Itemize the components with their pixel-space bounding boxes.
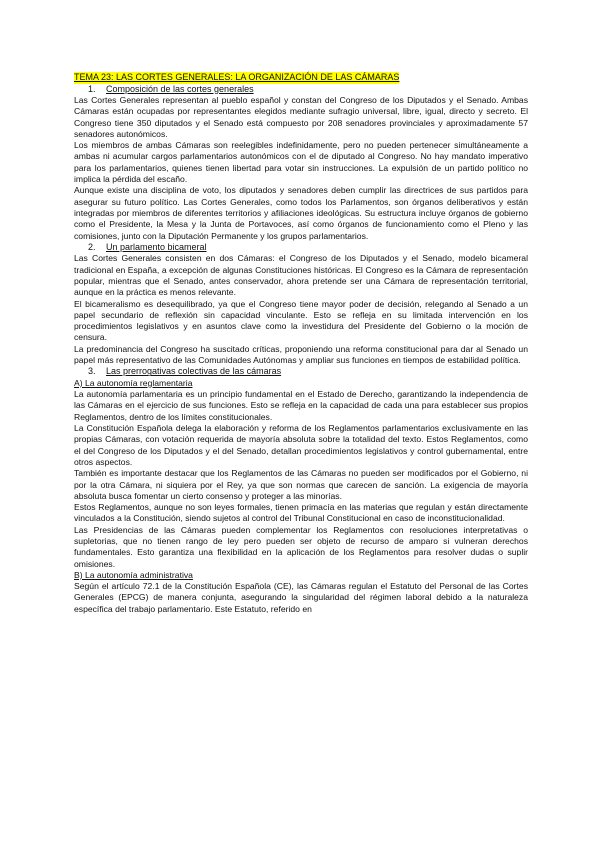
paragraph: Estos Reglamentos, aunque no son leyes formales, tienen primacía en las materias que regulan y están directamente vinculados a la Constitución, siendo sujetos al control del Tribunal Constitucional en caso de inconstitucionalidad.: [74, 502, 528, 524]
paragraph: Los miembros de ambas Cámaras son reelegibles indefinidamente, pero no pueden pertenecer simultáneamente a ambas ni acumular cargos parlamentarios autonómicos con el de diputado al Congreso. No hay mandato imperativo para los parlamentarios, quienes tienen libertad para votar sin instrucciones. La expulsión de un partido político no implica la pérdida del escaño.: [74, 140, 528, 185]
paragraph: Aunque existe una disciplina de voto, los diputados y senadores deben cumplir las directrices de sus partidos para asegurar su futuro político. Las Cortes Generales, como todos los Parlamentos, son órganos deliberativos y están integradas por miembros de diferentes territorios y afiliaciones ideológicas. Su estructura incluye órganos de gobierno como el Presidente, la Mesa y la Junta de Portavoces, así como órganos de funcionamiento como el Pleno y las comisiones, junto con la Diputación Permanente y los grupos parlamentarios.: [74, 185, 528, 241]
paragraph: Las Presidencias de las Cámaras pueden complementar los Reglamentos con resoluciones interpretativas o supletorias, que no tienen rango de ley pero pueden ser objeto de recurso de amparo si vulneran derechos fundamentales. Esto garantiza una flexibilidad en la aplicación de los Reglamentos para resolver dudas o suplir omisiones.: [74, 524, 528, 569]
section-title: Las prerrogativas colectivas de las cámaras: [106, 366, 282, 377]
document-page: [74, 72, 528, 615]
paragraph: La Constitución Española delega la elaboración y reforma de los Reglamentos parlamentarios exclusivamente en las propias Cámaras, con votación requerida de mayoría absoluta sobre la totalidad del texto. Estos Reglamentos, como el del Congreso de los Diputados y el del Senado, detallan procedimientos legislativos y control gubernamental, entre otros aspectos.: [74, 423, 528, 467]
section-title: Un parlamento bicameral: [106, 241, 207, 252]
paragraph: El bicameralismo es desequilibrado, ya que el Congreso tiene mayor poder de decisión, relegando al Senado a un papel secundario de reflexión sin capacidad vinculante. Esto se refleja en su limitada intervención en los procedimientos legislativos y en asuntos clave como la investidura del Presidente del Gobierno o la moción de censura.: [74, 298, 528, 343]
document-title: TEMA 23: LAS CORTES GENERALES: LA ORGANIZACIÓN DE LAS CÁMARAS: [74, 72, 400, 82]
section-2-heading: [74, 242, 528, 254]
paragraph: La autonomía parlamentaria es un principio fundamental en el Estado de Derecho, garantizando la independencia de las Cámaras en el ejercicio de sus funciones. Esto se refleja en la capacidad de cada una para establecer sus propios Reglamentos, dentro de los límites constitucionales.: [74, 389, 528, 422]
subsection-a-heading: A) La autonomía reglamentaria: [74, 377, 193, 388]
section-number: 3.: [88, 366, 96, 377]
section-title: Composición de las cortes generales: [106, 83, 254, 94]
section-number: 2.: [88, 241, 96, 252]
paragraph: Las Cortes Generales representan al pueblo español y constan del Congreso de los Diputados y el Senado. Ambas Cámaras están ocupadas por representantes elegidos mediante sufragio universal, libre, igual, directo y secreto. El Congreso tiene 350 diputados y el Senado está compuesto por 208 senadores provinciales y aproximadamente 57 senadores autonómicos.: [74, 95, 528, 139]
section-1-heading: [74, 84, 528, 96]
paragraph: La predominancia del Congreso ha suscitado críticas, proponiendo una reforma constitucional para dar al Senado un papel más representativo de las Comunidades Autónomas y ampliar sus funciones en tiempos de estabilidad política.: [74, 343, 528, 366]
paragraph: Las Cortes Generales consisten en dos Cámaras: el Congreso de los Diputados y el Senado, modelo bicameral tradicional en España, a excepción de algunas Constituciones históricas. El Congreso es la Cámara de representación popular, mientras que el Senado, antes conservador, ahora pretende ser una Cámara de representación territorial, aunque en la práctica es menos relevante.: [74, 253, 528, 298]
section-3-heading: [74, 366, 528, 378]
paragraph: También es importante destacar que los Reglamentos de las Cámaras no pueden ser modificados por el Gobierno, ni por la otra Cámara, ni siquiera por el Rey, ya que son normas que carecen de sanción. La exigencia de mayoría absoluta busca fomentar un cierto consenso y proteger a las minorías.: [74, 468, 528, 501]
subsection-b-heading: B) La autonomía administrativa: [74, 569, 193, 580]
paragraph: Según el artículo 72.1 de la Constitución Española (CE), las Cámaras regulan el Estatuto del Personal de las Cortes Generales (EPCG) de manera conjunta, asegurando la singularidad del régimen laboral debido a la naturaleza específica del trabajo parlamentario. Este Estatuto, referido en: [74, 581, 528, 614]
section-number: 1.: [88, 83, 96, 94]
